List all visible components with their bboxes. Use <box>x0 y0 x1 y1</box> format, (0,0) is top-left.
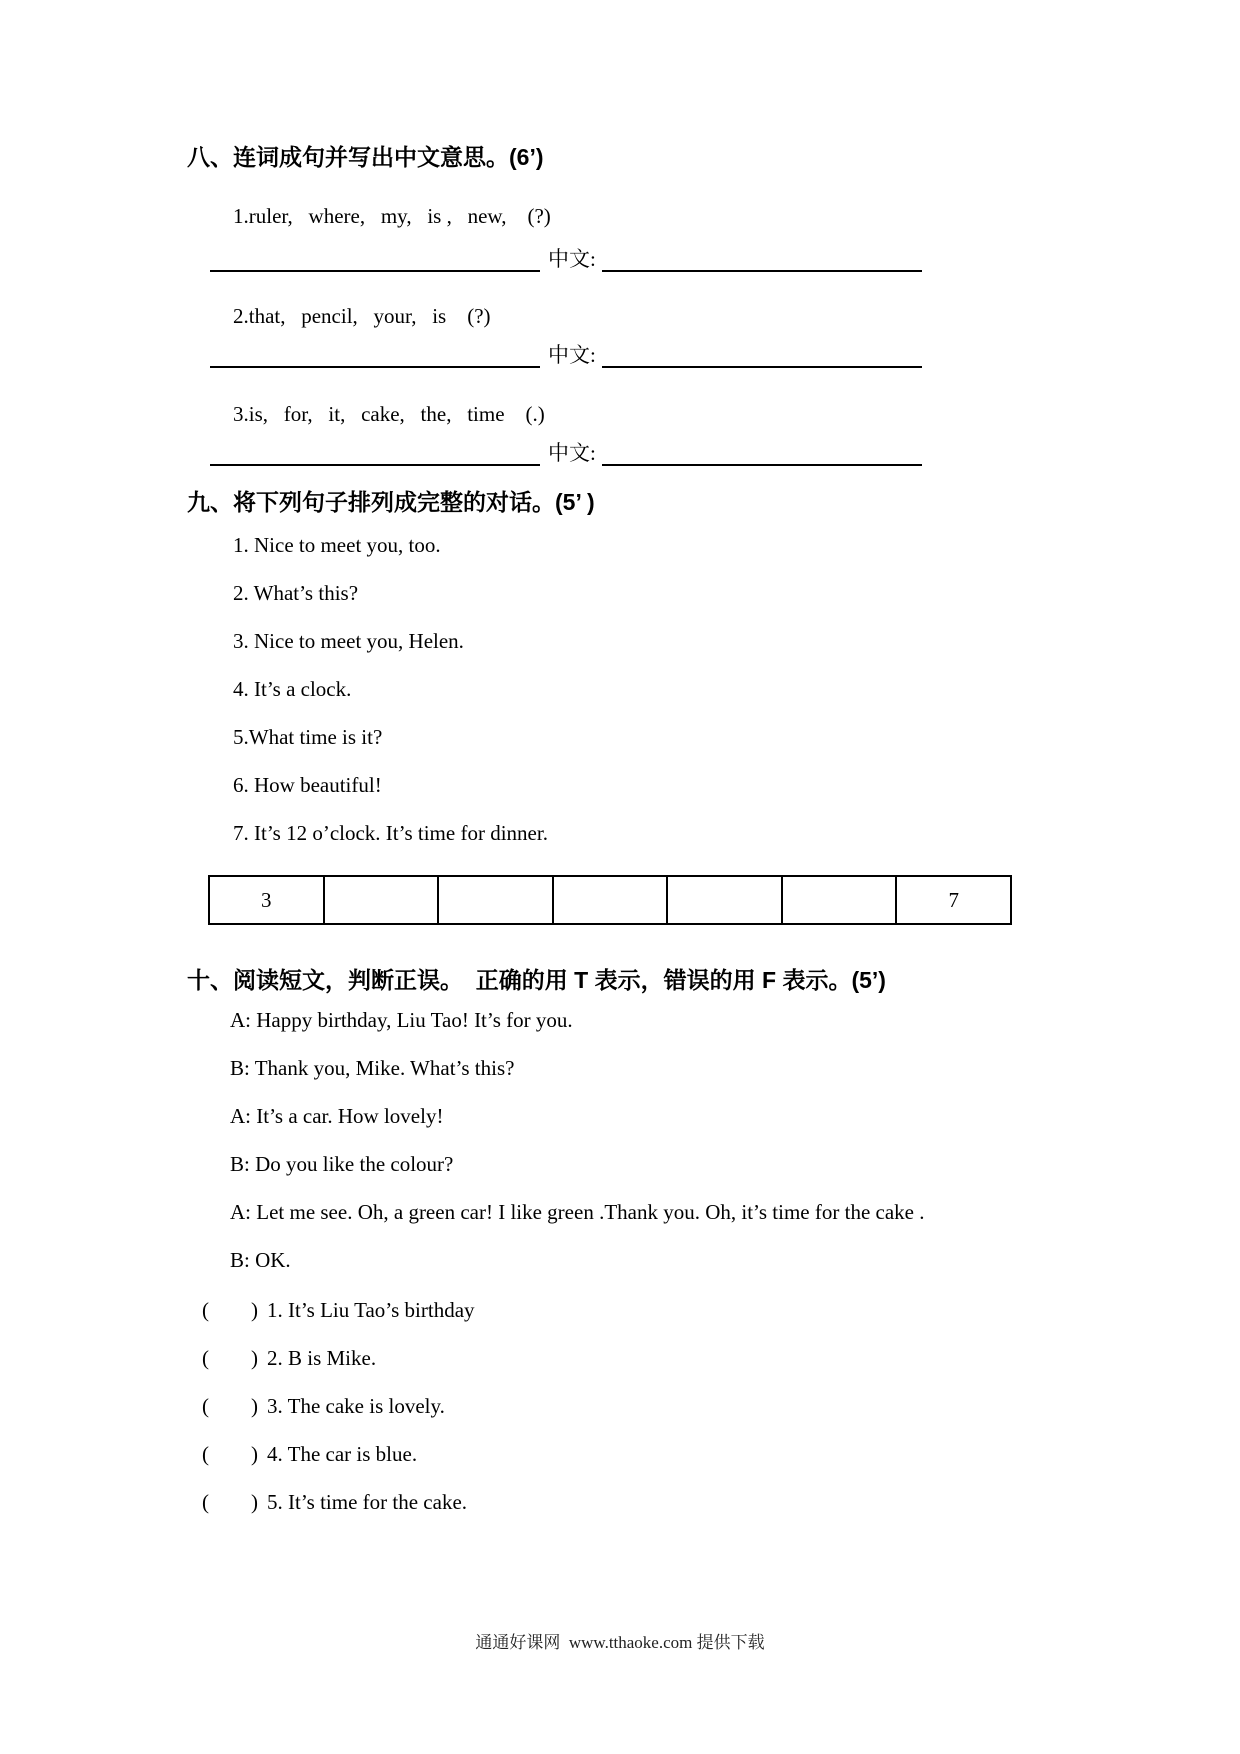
chinese-label: 中文: <box>548 343 596 367</box>
answer-cell-7: 7 <box>895 877 1010 923</box>
true-false-question-list <box>202 1286 475 1526</box>
answer-blank-line <box>210 236 540 272</box>
paren-close: ) <box>251 1442 258 1466</box>
passage-line-1: A: Happy birthday, Liu Tao! It’s for you. <box>230 1008 573 1032</box>
paren-open: ( <box>202 1490 209 1514</box>
section-9-title: 九、将下列句子排列成完整的对话。(5’ ) <box>187 489 595 515</box>
answer-blank-line <box>602 332 922 368</box>
dialogue-sentence-6: 6. How beautiful! <box>233 773 382 797</box>
dialogue-sentence-3: 3. Nice to meet you, Helen. <box>233 629 464 653</box>
paren-open: ( <box>202 1394 209 1418</box>
chinese-label: 中文: <box>548 441 596 465</box>
question-text: 1. It’s Liu Tao’s birthday <box>267 1298 475 1322</box>
footer-watermark: 通通好课网 www.tthaoke.com 提供下载 <box>475 1633 765 1652</box>
reading-passage <box>230 996 925 1284</box>
question-text: 3. The cake is lovely. <box>267 1394 445 1418</box>
passage-line-4: B: Do you like the colour? <box>230 1152 454 1176</box>
unscramble-item-1: 1.ruler, where, my, is , new, (?) <box>233 204 551 228</box>
question-text: 2. B is Mike. <box>267 1346 377 1370</box>
section-10-title: 十、阅读短文，判断正误。 正确的用 T 表示，错误的用 F 表示。(5’) <box>187 967 886 993</box>
dialogue-sentence-2: 2. What’s this? <box>233 581 359 605</box>
passage-line-5: A: Let me see. Oh, a green car! I like green .Thank you. Oh, it’s time for the cake . <box>230 1200 925 1224</box>
answer-cell-4 <box>552 877 667 923</box>
answer-blank-line <box>210 332 540 368</box>
paren-close: ) <box>251 1394 258 1418</box>
answer-cell-5 <box>666 877 781 923</box>
paren-close: ) <box>251 1298 258 1322</box>
question-row-1 <box>202 1286 475 1334</box>
passage-line-2: B: Thank you, Mike. What’s this? <box>230 1056 515 1080</box>
paren-open: ( <box>202 1298 209 1322</box>
unscramble-item-3: 3.is, for, it, cake, the, time (.) <box>233 402 545 426</box>
answer-blank-line <box>602 430 922 466</box>
answer-cell-6 <box>781 877 896 923</box>
question-row-3 <box>202 1382 475 1430</box>
question-row-2 <box>202 1334 475 1382</box>
question-row-4 <box>202 1430 475 1478</box>
answer-blank-row-1 <box>210 238 934 272</box>
answer-blank-line <box>210 430 540 466</box>
dialogue-sentence-4: 4. It’s a clock. <box>233 677 352 701</box>
passage-line-6: B: OK. <box>230 1248 291 1272</box>
passage-line-3: A: It’s a car. How lovely! <box>230 1104 444 1128</box>
unscramble-item-2: 2.that, pencil, your, is (?) <box>233 304 491 328</box>
chinese-label: 中文: <box>548 247 596 271</box>
question-row-5 <box>202 1478 475 1526</box>
section-8-title: 八、连词成句并写出中文意思。(6’) <box>187 144 544 170</box>
paren-open: ( <box>202 1442 209 1466</box>
answer-cell-2 <box>323 877 438 923</box>
answer-order-table <box>208 875 1012 925</box>
dialogue-sentence-1: 1. Nice to meet you, too. <box>233 533 441 557</box>
answer-blank-line <box>602 236 922 272</box>
dialogue-sentence-7: 7. It’s 12 o’clock. It’s time for dinner. <box>233 821 548 845</box>
question-text: 4. The car is blue. <box>267 1442 418 1466</box>
answer-cell-1: 3 <box>261 887 272 912</box>
paren-open: ( <box>202 1346 209 1370</box>
answer-blank-row-3 <box>210 432 934 466</box>
answer-blank-row-2 <box>210 334 934 368</box>
dialogue-sentence-list <box>233 521 548 857</box>
paren-close: ) <box>251 1490 258 1514</box>
question-text: 5. It’s time for the cake. <box>267 1490 468 1514</box>
dialogue-sentence-5: 5.What time is it? <box>233 725 383 749</box>
answer-cell-3 <box>437 877 552 923</box>
paren-close: ) <box>251 1346 258 1370</box>
